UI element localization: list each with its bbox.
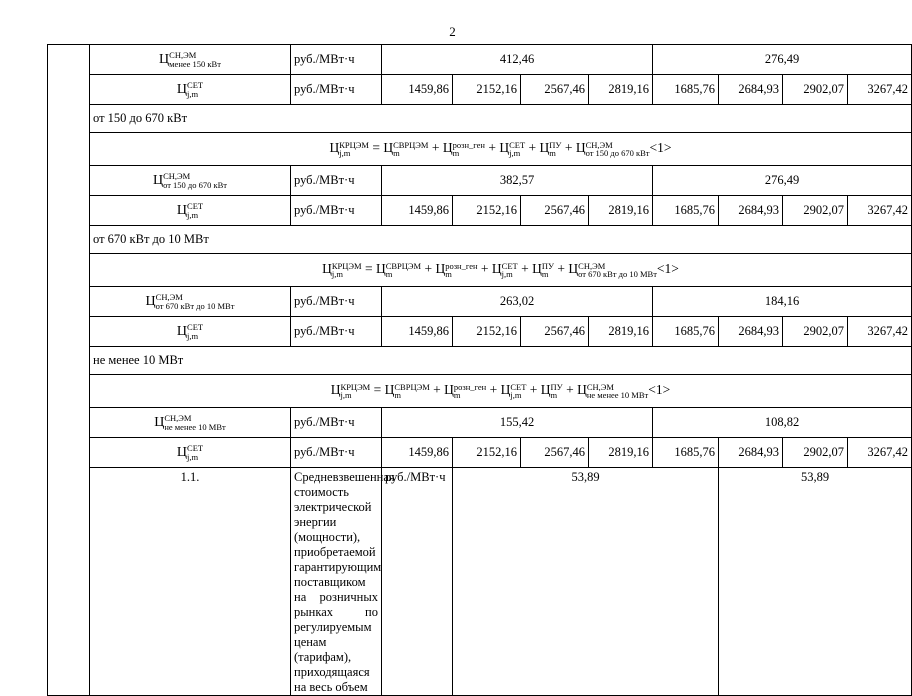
symbol-letter: Ц [444, 382, 454, 398]
set-value-cell: 3267,42 [848, 438, 912, 468]
symbol-subscript: m [541, 269, 549, 280]
table-row [48, 254, 912, 287]
symbol-indices [187, 81, 203, 98]
table-row [48, 226, 912, 254]
row-description: Средневзвешенная стоимость электрической энергии (мощности), приобретаемой гарантирующим поставщиком на розничных рынках по регулируемым ценам (тарифам), приходящаяся на весь объем [291, 468, 382, 696]
symbol-superscript: СВРЦЭМ [394, 381, 430, 392]
symbol-indices [509, 141, 525, 158]
formula-term [442, 139, 485, 159]
set-value-cell: 2684,93 [719, 317, 783, 347]
symbol-superscript: СН,ЭМ [155, 292, 183, 302]
symbol-subscript: m [452, 148, 460, 159]
symbol-superscript: СЕТ [509, 139, 526, 150]
set-value-cell: 3267,42 [848, 75, 912, 105]
symbol-letter: Ц [499, 140, 510, 156]
formula-term [444, 381, 487, 401]
symbol-subscript: j,m [501, 269, 513, 280]
formula-cell [90, 254, 912, 287]
formula-term [322, 260, 362, 280]
table-row [48, 166, 912, 196]
symbol-subscript: m [445, 269, 452, 280]
cn-value-group-2: 276,49 [653, 166, 912, 196]
table-row [48, 105, 912, 133]
set-value-cell: 1685,76 [653, 196, 719, 226]
symbol-indices [187, 202, 203, 219]
formula-term [499, 139, 526, 159]
symbol-letter: Ц [575, 140, 586, 156]
symbol-subscript: j,m [509, 148, 521, 159]
unit-cell: руб./МВт·ч [291, 287, 382, 317]
unit-cell: руб./МВт·ч [291, 196, 382, 226]
unit-cell: руб./МВт·ч [291, 45, 382, 75]
cn-value-group-2: 108,82 [653, 408, 912, 438]
formula-term [575, 139, 650, 159]
row-label-cn [90, 45, 291, 75]
cn-value-group-1: 382,57 [382, 166, 653, 196]
symbol-subscript: j,m [187, 209, 199, 220]
unit-cell: руб./МВт·ч [291, 408, 382, 438]
symbol-superscript: СЕТ [510, 381, 527, 392]
footnote-marker: <1> [656, 261, 679, 277]
table-row [48, 75, 912, 105]
set-value-cell: 2567,46 [521, 438, 589, 468]
symbol-indices [169, 51, 221, 68]
symbol-letter: Ц [532, 261, 542, 277]
symbol-superscript: ПУ [541, 260, 555, 271]
symbol-superscript: СЕТ [187, 80, 204, 90]
set-value-cell: 3267,42 [848, 196, 912, 226]
symbol-letter: Ц [154, 414, 165, 430]
cn-value-group-1: 263,02 [382, 287, 653, 317]
symbol-subscript: не менее 10 МВт [164, 421, 226, 432]
value-group-1: 53,89 [453, 468, 719, 696]
table-body [48, 45, 912, 696]
set-value-cell: 2902,07 [783, 317, 848, 347]
symbol-subscript: от 150 до 670 кВт [585, 148, 650, 159]
formula-term [491, 260, 518, 280]
tariff-symbol-set [177, 203, 203, 218]
symbol-superscript: СН,ЭМ [578, 260, 606, 271]
set-value-cell: 1685,76 [653, 75, 719, 105]
symbol-subscript: не менее 10 МВт [586, 390, 649, 401]
formula-expression: Ц КРЦЭМ j,m = Ц СВРЦЭМ m + Ц розн_ген m + Ц СЕТ j,m + Ц ПУ m + Ц СН,ЭМ не менее 10 МВт <1> [330, 381, 671, 401]
tariff-symbol-set [177, 445, 203, 460]
symbol-letter: Ц [375, 261, 386, 277]
set-value-cell: 2684,93 [719, 438, 783, 468]
set-value-cell: 2902,07 [783, 75, 848, 105]
formula-term [384, 381, 430, 401]
symbol-indices [542, 262, 554, 279]
row-label-cn [90, 287, 291, 317]
table-row [48, 45, 912, 75]
symbol-letter: Ц [500, 382, 511, 398]
symbol-superscript: ПУ [550, 381, 563, 392]
formula-term [539, 139, 562, 159]
set-value-cell: 1685,76 [653, 317, 719, 347]
symbol-indices [386, 262, 421, 279]
symbol-subscript: от 670 кВт до 10 МВт [155, 300, 235, 311]
formula-term [435, 260, 478, 280]
symbol-indices [332, 262, 362, 279]
symbol-superscript: СЕТ [187, 322, 204, 332]
symbol-superscript: СВРЦЭМ [393, 139, 429, 150]
section-heading: не менее 10 МВт [90, 347, 912, 375]
set-value-cell: 2152,16 [453, 75, 521, 105]
symbol-superscript: розн_ген [445, 260, 478, 271]
row-label-set [90, 75, 291, 105]
set-value-cell: 2152,16 [453, 196, 521, 226]
symbol-subscript: m [394, 390, 401, 401]
section-heading: от 670 кВт до 10 МВт [90, 226, 912, 254]
left-blank-column [48, 45, 90, 696]
symbol-letter: Ц [176, 444, 188, 460]
set-value-cell: 2819,16 [589, 196, 653, 226]
set-value-cell: 2902,07 [783, 196, 848, 226]
table-row [48, 196, 912, 226]
set-value-cell: 2567,46 [521, 317, 589, 347]
tariff-table [47, 44, 912, 696]
symbol-indices [339, 141, 369, 158]
symbol-indices [502, 262, 518, 279]
symbol-letter: Ц [577, 382, 587, 398]
symbol-indices [510, 383, 526, 400]
formula-term [568, 260, 657, 280]
symbol-superscript: ПУ [549, 139, 562, 150]
set-value-cell: 2819,16 [589, 438, 653, 468]
symbol-superscript: СН,ЭМ [585, 139, 613, 150]
footnote-marker: <1> [648, 382, 671, 398]
symbol-subscript: m [385, 269, 393, 280]
symbol-subscript: m [453, 390, 461, 401]
tariff-symbol-cn [146, 294, 235, 309]
symbol-subscript: j,m [187, 88, 199, 99]
formula-term [329, 139, 369, 159]
symbol-letter: Ц [159, 51, 170, 67]
tariff-symbol-set [177, 324, 203, 339]
cn-value-group-1: 155,42 [382, 408, 653, 438]
tariff-symbol-cn [159, 52, 221, 67]
set-value-cell: 1459,86 [382, 438, 453, 468]
symbol-indices [156, 293, 235, 310]
symbol-subscript: от 150 до 670 кВт [163, 179, 228, 190]
set-value-cell: 2567,46 [521, 75, 589, 105]
table-row [48, 347, 912, 375]
table-row [48, 438, 912, 468]
unit-cell: руб./МВт·ч [291, 438, 382, 468]
symbol-superscript: КРЦЭМ [339, 139, 369, 150]
symbol-subscript: m [550, 390, 558, 401]
table-row [48, 287, 912, 317]
symbol-superscript: СН,ЭМ [163, 171, 191, 181]
symbol-indices [393, 141, 428, 158]
symbol-superscript: КРЦЭМ [331, 260, 362, 271]
symbol-superscript: КРЦЭМ [340, 381, 371, 392]
set-value-cell: 2152,16 [453, 438, 521, 468]
formula-term [532, 260, 555, 280]
symbol-superscript: розн_ген [453, 381, 487, 392]
set-value-cell: 2684,93 [719, 75, 783, 105]
symbol-indices [453, 141, 485, 158]
section-heading: от 150 до 670 кВт [90, 105, 912, 133]
tariff-symbol-set [177, 82, 203, 97]
symbol-subscript: j,m [331, 269, 343, 280]
symbol-subscript: j,m [339, 148, 351, 159]
symbol-indices [578, 262, 657, 279]
symbol-letter: Ц [568, 261, 579, 277]
cn-value-group-2: 276,49 [653, 45, 912, 75]
symbol-superscript: СН,ЭМ [164, 413, 192, 423]
symbol-letter: Ц [435, 261, 446, 277]
symbol-letter: Ц [329, 140, 340, 156]
symbol-indices [394, 383, 429, 400]
symbol-subscript: менее 150 кВт [169, 58, 221, 69]
symbol-letter: Ц [145, 293, 156, 309]
symbol-letter: Ц [152, 172, 164, 188]
set-value-cell: 3267,42 [848, 317, 912, 347]
symbol-indices [445, 262, 477, 279]
cn-value-group-1: 412,46 [382, 45, 653, 75]
row-label-set [90, 317, 291, 347]
symbol-indices [586, 141, 650, 158]
symbol-subscript: j,m [187, 330, 199, 341]
symbol-indices [187, 323, 203, 340]
symbol-letter: Ц [540, 382, 551, 398]
row-label-set [90, 196, 291, 226]
symbol-indices [549, 141, 561, 158]
formula-term [540, 381, 563, 401]
set-value-cell: 2684,93 [719, 196, 783, 226]
formula-term [383, 139, 429, 159]
row-number: 1.1. [90, 468, 291, 696]
symbol-indices [551, 383, 563, 400]
symbol-subscript: j,m [187, 451, 199, 462]
unit-cell: руб./МВт·ч [291, 75, 382, 105]
tariff-symbol-cn [153, 173, 227, 188]
symbol-indices [587, 383, 648, 400]
symbol-indices [341, 383, 371, 400]
set-value-cell: 1459,86 [382, 317, 453, 347]
symbol-letter: Ц [491, 261, 502, 277]
set-value-cell: 1459,86 [382, 196, 453, 226]
cn-value-group-2: 184,16 [653, 287, 912, 317]
symbol-subscript: j,m [510, 390, 522, 401]
symbol-letter: Ц [539, 140, 550, 156]
symbol-letter: Ц [442, 140, 453, 156]
symbol-letter: Ц [176, 323, 188, 339]
formula-term [330, 381, 371, 401]
formula-term [577, 381, 649, 401]
unit-cell: руб./МВт·ч [291, 317, 382, 347]
formula-expression: Ц КРЦЭМ j,m = Ц СВРЦЭМ m + Ц розн_ген m + Ц СЕТ j,m + Ц ПУ m + Ц СН,ЭМ от 670 кВт до 10 МВт <1> [322, 260, 679, 280]
footnote-marker: <1> [649, 140, 672, 156]
symbol-indices [164, 414, 225, 431]
set-value-cell: 1685,76 [653, 438, 719, 468]
set-value-cell: 2567,46 [521, 196, 589, 226]
set-value-cell: 2819,16 [589, 317, 653, 347]
symbol-indices [454, 383, 486, 400]
symbol-letter: Ц [322, 261, 332, 277]
symbol-superscript: СН,ЭМ [169, 50, 197, 60]
page-number: 2 [449, 24, 456, 39]
symbol-superscript: СЕТ [187, 201, 204, 211]
formula-cell [90, 133, 912, 166]
formula-term [375, 260, 422, 280]
symbol-subscript: m [393, 148, 400, 159]
symbol-letter: Ц [384, 382, 395, 398]
set-value-cell: 1459,86 [382, 75, 453, 105]
symbol-letter: Ц [383, 140, 394, 156]
table-row [48, 408, 912, 438]
formula-cell [90, 375, 912, 408]
formula-term [500, 381, 527, 401]
symbol-superscript: СЕТ [187, 443, 204, 453]
row-label-cn [90, 166, 291, 196]
unit-cell: руб./МВт·ч [291, 166, 382, 196]
symbol-letter: Ц [176, 81, 188, 97]
symbol-superscript: СН,ЭМ [586, 381, 614, 392]
symbol-superscript: СВРЦЭМ [385, 260, 422, 271]
symbol-subscript: m [549, 148, 556, 159]
formula-expression: Ц КРЦЭМ j,m = Ц СВРЦЭМ m + Ц розн_ген m + Ц СЕТ j,m + Ц ПУ m + Ц СН,ЭМ от 150 до 670 кВт <1> [329, 139, 672, 159]
table-row [48, 468, 912, 696]
row-label-cn [90, 408, 291, 438]
table-row [48, 133, 912, 166]
table-row [48, 375, 912, 408]
symbol-subscript: от 670 кВт до 10 МВт [578, 269, 657, 280]
tariff-symbol-cn [154, 415, 226, 430]
symbol-subscript: j,m [340, 390, 352, 401]
symbol-indices [163, 172, 227, 189]
set-value-cell: 2152,16 [453, 317, 521, 347]
symbol-indices [187, 444, 203, 461]
symbol-letter: Ц [176, 202, 188, 218]
unit-cell: руб./МВт·ч [382, 468, 453, 696]
symbol-letter: Ц [330, 382, 341, 398]
set-value-cell: 2819,16 [589, 75, 653, 105]
table-row [48, 317, 912, 347]
row-label-set [90, 438, 291, 468]
symbol-superscript: розн_ген [452, 139, 485, 150]
set-value-cell: 2902,07 [783, 438, 848, 468]
symbol-superscript: СЕТ [501, 260, 518, 271]
value-group-2: 53,89 [719, 468, 912, 696]
